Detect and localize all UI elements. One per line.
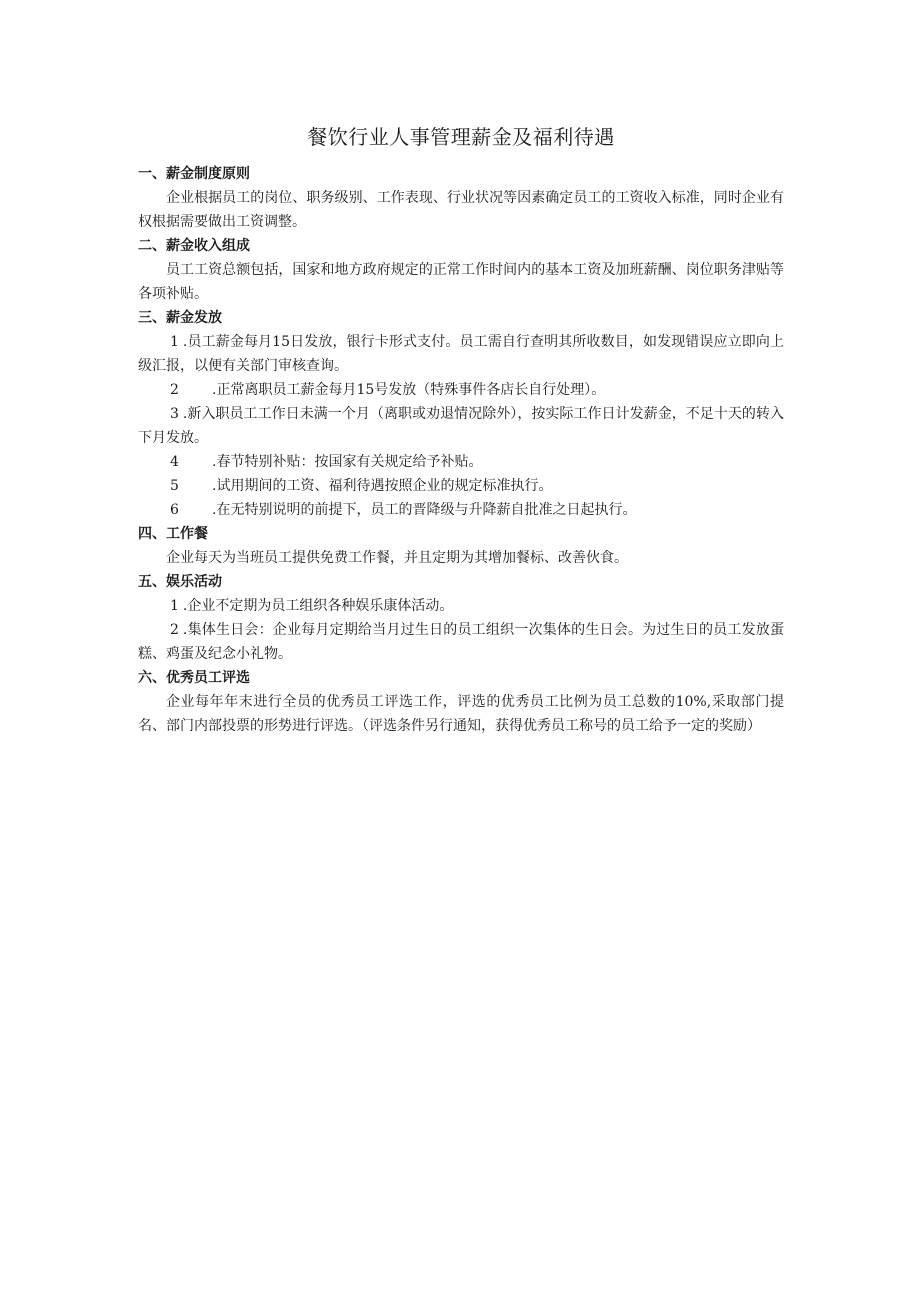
section-6-paragraph: 企业每年年末进行全员的优秀员工评选工作，评选的优秀员工比例为员工总数的10%,采取部门提名、部门内部投票的形势进行评选。（评选条件另行通知，获得优秀员工称号的员工给予一定的奖励） (138, 694, 784, 734)
section-heading-5: 五、娱乐活动 (138, 574, 222, 590)
item-text: .新入职员工工作日未满一个月（离职或劝退情况除外），按实际工作日计发薪金，不足十天的转入下月发放。 (138, 406, 784, 446)
section-heading-3: 三、薪金发放 (138, 310, 222, 326)
section-3-item-5 (138, 474, 784, 498)
item-number: 1 (170, 598, 179, 614)
section-3-item-4 (138, 450, 784, 474)
section-3-item-6 (138, 498, 784, 522)
item-number: 2 (170, 622, 179, 638)
item-number: 1 (170, 334, 179, 350)
item-text: .正常离职员工薪金每月15号发放（特殊事件各店长自行处理）。 (212, 382, 606, 398)
section-2-paragraph: 员工工资总额包括，国家和地方政府规定的正常工作时间内的基本工资及加班薪酬、岗位职务津贴等各项补贴。 (138, 262, 784, 302)
item-text: .员工薪金每月15日发放，银行卡形式支付。员工需自行查明其所收数目，如发现错误应立即向上级汇报，以便有关部门审核查询。 (138, 334, 784, 374)
section-5-item-1 (138, 594, 784, 618)
section-3-item-2 (138, 378, 784, 402)
item-text: .春节特别补贴：按国家有关规定给予补贴。 (212, 454, 483, 470)
document-title: 餐饮行业人事管理薪金及福利待遇 (307, 125, 615, 149)
item-number: 4 (170, 454, 179, 470)
item-text: .在无特别说明的前提下，员工的晋降级与升降薪自批准之日起执行。 (212, 502, 637, 518)
item-number: 2 (170, 382, 179, 398)
item-text: .企业不定期为员工组织各种娱乐康体活动。 (182, 598, 454, 614)
section-heading-4: 四、工作餐 (138, 526, 208, 542)
item-number: 3 (170, 406, 179, 422)
section-3-item-1 (138, 330, 784, 378)
document-page (138, 122, 784, 738)
section-5-item-2 (138, 618, 784, 666)
item-number: 5 (170, 478, 179, 494)
item-text: .试用期间的工资、福利待遇按照企业的规定标准执行。 (212, 478, 553, 494)
section-1-paragraph: 企业根据员工的岗位、职务级别、工作表现、行业状况等因素确定员工的工资收入标准，同时企业有权根据需要做出工资调整。 (138, 190, 784, 230)
item-text: .集体生日会：企业每月定期给当月过生日的员工组织一次集体的生日会。为过生日的员工发放蛋糕、鸡蛋及纪念小礼物。 (138, 622, 784, 662)
section-heading-6: 六、优秀员工评选 (138, 670, 250, 686)
item-number: 6 (170, 502, 179, 518)
section-heading-1: 一、薪金制度原则 (138, 166, 250, 182)
section-4-paragraph: 企业每天为当班员工提供免费工作餐，并且定期为其增加餐标、改善伙食。 (166, 550, 628, 566)
section-3-item-3 (138, 402, 784, 450)
section-heading-2: 二、薪金收入组成 (138, 238, 250, 254)
